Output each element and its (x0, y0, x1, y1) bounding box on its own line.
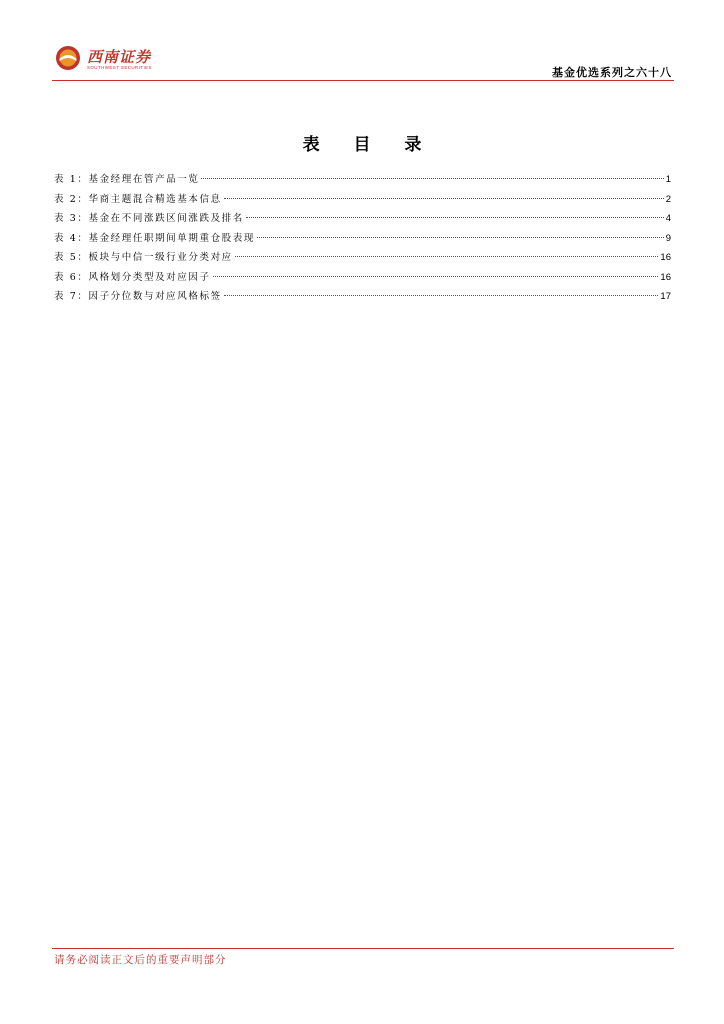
toc-entry[interactable] (54, 268, 671, 288)
table-of-contents-title: 表 目 录 (302, 135, 436, 155)
toc-entry[interactable] (54, 229, 671, 249)
toc-entry-page: 16 (660, 271, 671, 283)
table-of-contents (54, 170, 671, 307)
logo-english-name: SOUTHWEST SECURITIES (87, 65, 152, 70)
toc-entry[interactable] (54, 190, 671, 210)
toc-entry-page: 2 (665, 193, 671, 205)
toc-entry[interactable] (54, 170, 671, 190)
toc-entry-label: 表 5：板块与中信一级行业分类对应 (54, 252, 233, 263)
toc-entry-label: 表 1：基金经理在管产品一览 (54, 174, 200, 185)
toc-dot-leader (213, 276, 659, 277)
toc-entry[interactable] (54, 287, 671, 307)
report-series-title: 基金优选系列之六十八 (552, 66, 672, 79)
toc-entry-label: 表 4：基金经理任职期间单期重仓股表现 (54, 232, 255, 244)
toc-dot-leader (224, 198, 664, 199)
toc-dot-leader (235, 256, 659, 257)
toc-dot-leader (246, 217, 664, 218)
toc-entry-label: 表 7：因子分位数与对应风格标签 (54, 291, 222, 302)
footer-disclaimer: 请务必阅读正文后的重要声明部分 (54, 954, 227, 966)
toc-entry-label: 表 6：风格划分类型及对应因子 (54, 271, 211, 283)
header-divider (52, 80, 674, 81)
footer-divider (52, 948, 674, 949)
sun-logo-icon (55, 45, 81, 71)
toc-entry-label: 表 3：基金在不同涨跌区间涨跌及排名 (54, 213, 244, 224)
toc-entry[interactable] (54, 209, 671, 229)
toc-dot-leader (224, 295, 659, 296)
toc-entry[interactable] (54, 248, 671, 268)
toc-dot-leader (201, 178, 663, 179)
toc-dot-leader (257, 237, 664, 238)
toc-entry-label: 表 2：华商主题混合精选基本信息 (54, 193, 222, 205)
company-logo (55, 45, 165, 75)
toc-entry-page: 9 (665, 232, 671, 244)
toc-entry-page: 17 (660, 291, 671, 302)
toc-entry-page: 4 (665, 213, 671, 224)
toc-entry-page: 1 (665, 174, 671, 185)
logo-chinese-name: 西南证券 (87, 48, 152, 66)
toc-entry-page: 16 (660, 252, 671, 263)
